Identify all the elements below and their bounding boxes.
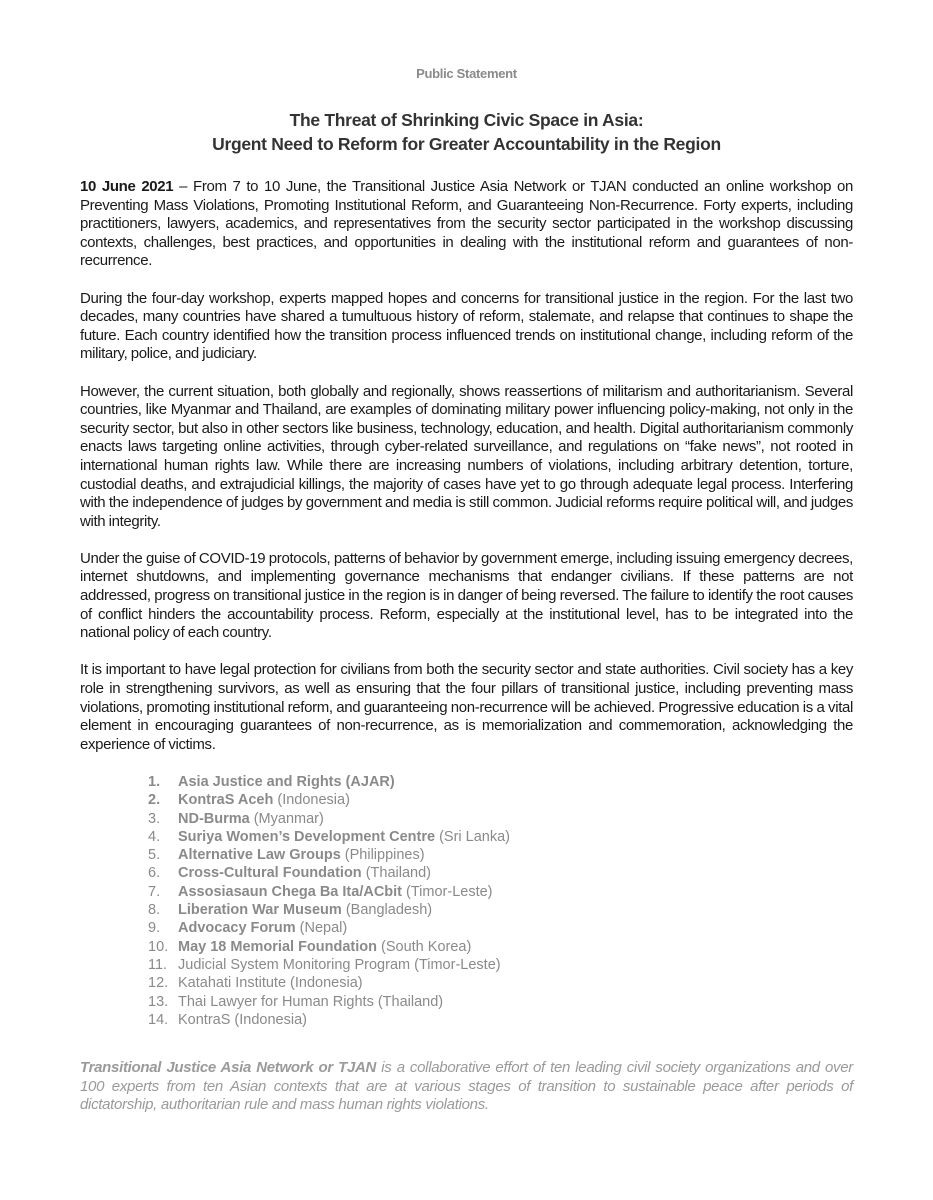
paragraph-3: However, the current situation, both globally and regionally, shows reassertions of militarism and authoritarianism. Several countries, like Myanmar and Thailand, are examples of dominating military power influencing policy-making, not only in the security sector, but also in other sectors like business, technology, education, and health. Digital authoritarianism commonly enacts laws targeting online activities, through cyber-related surveillance, and regulations on “fake news”, not rooted in international human rights law. While there are increasing numbers of violations, including arbitrary detention, torture, custodial deaths, and extrajudicial killings, the majority of cases have yet to go through adequate legal process. Interfering with the independence of judges by government and media is still common. Judicial reforms require political will, and judges with integrity. [80, 382, 853, 530]
signatory-country: (Bangladesh) [341, 902, 433, 919]
signatory-country: (Nepal) [295, 920, 348, 937]
signatory-name: Liberation War Museum [178, 902, 342, 919]
document-title [80, 108, 853, 156]
signatory-number: 5. [148, 847, 161, 864]
signatory-item [148, 993, 853, 1011]
signatory-country: (Thailand) [361, 865, 431, 882]
signatory-number: 4. [148, 828, 161, 845]
paragraph-4: Under the guise of COVID-19 protocols, patterns of behavior by government emerge, including issuing emergency decrees, internet shutdowns, and implementing governance mechanisms that endanger civilians. If these patterns are not addressed, progress on transitional justice in the region is in danger of being reversed. The failure to identify the root causes of conflict hinders the accountability process. Reform, especially at the institutional level, has to be integrated into the national policy of each country. [80, 549, 853, 642]
signatory-item [148, 883, 853, 901]
signatory-country: (Philippines) [340, 847, 425, 864]
title-line-2: Urgent Need to Reform for Greater Accountability in the Region [212, 134, 721, 154]
signatory-country: (South Korea) [377, 938, 472, 955]
signatory-number: 8. [148, 902, 161, 919]
signatory-item [148, 974, 853, 992]
signatory-item [148, 919, 853, 937]
signatory-number: 7. [148, 883, 161, 900]
signatory-item [148, 956, 853, 974]
signatory-name: Advocacy Forum [178, 920, 296, 937]
signatory-name: Judicial System Monitoring Program (Timor-Leste) [178, 956, 501, 973]
signatory-name: May 18 Memorial Foundation [178, 938, 377, 955]
signatory-number: 2. [148, 792, 161, 809]
statement-page [80, 66, 853, 1115]
paragraph-1 [80, 178, 853, 271]
footer-lead: Transitional Justice Asia Network or TJAN [80, 1059, 377, 1077]
signatory-country: (Timor-Leste) [402, 883, 493, 900]
signatory-number: 9. [148, 920, 161, 937]
signatory-number: 10. [148, 938, 169, 955]
signatory-name: Assosiasaun Chega Ba Ita/ACbit [178, 883, 402, 900]
footer-note [80, 1059, 853, 1115]
signatory-number: 1. [148, 774, 161, 790]
paragraph-text: – From 7 to 10 June, the Transitional Justice Asia Network or TJAN conducted an online workshop on Preventing Mass Violations, Promoting Institutional Reform, and Guaranteeing Non-Recurrence. Forty experts, including practitioners, lawyers, academics, and representatives from the security sector participated in the workshop discussing contexts, challenges, best practices, and opportunities in dealing with the institutional reform and guarantees of non-recurrence. [80, 178, 853, 270]
signatory-list [80, 773, 853, 1029]
signatory-name: Suriya Women’s Development Centre [178, 828, 436, 845]
signatory-item [148, 846, 853, 864]
title-line-1: The Threat of Shrinking Civic Space in Asia: [289, 110, 644, 130]
signatory-item [148, 828, 853, 846]
signatory-country: (Myanmar) [249, 810, 324, 827]
footer-text: is a collaborative effort of ten leading civil society organizations and over 100 experts from ten Asian contexts that are at various stages of transition to sustainable peace after periods of dictatorship, authoritarian rule and mass human rights violations. [80, 1059, 853, 1114]
signatory-number: 6. [148, 865, 161, 882]
dateline: 10 June 2021 [80, 178, 174, 195]
signatory-item [148, 901, 853, 919]
signatory-number: 3. [148, 810, 161, 827]
signatory-item [148, 810, 853, 828]
signatory-number: 12. [148, 975, 169, 992]
paragraph-2: During the four-day workshop, experts mapped hopes and concerns for transitional justice in the region. For the last two decades, many countries have shared a tumultuous history of reform, stalemate, and relapse that continues to shape the future. Each country identified how the transition process influenced trends on institutional change, including reform of the military, police, and judiciary. [80, 289, 853, 363]
signatory-name: Cross-Cultural Foundation [178, 865, 362, 882]
signatory-country: (Sri Lanka) [435, 828, 510, 845]
document-kicker: Public Statement [416, 66, 517, 81]
paragraph-5: It is important to have legal protection for civilians from both the security sector and state authorities. Civil society has a key role in strengthening survivors, as well as ensuring that the four pillars of transitional justice, including preventing mass violations, promoting institutional reform, and guaranteeing non-recurrence will be achieved. Progressive education is a vital element in encouraging guarantees of non-recurrence, as is memorialization and commemoration, acknowledging the experience of victims. [80, 661, 853, 753]
signatory-number: 11. [148, 956, 168, 973]
signatory-name: Katahati Institute (Indonesia) [178, 975, 363, 992]
signatory-name: KontraS (Indonesia) [178, 1011, 307, 1028]
signatory-item [148, 864, 853, 882]
signatory-number: 14. [148, 1011, 169, 1028]
signatory-item [148, 1011, 853, 1029]
signatory-name: KontraS Aceh [178, 792, 274, 809]
signatory-name: ND-Burma [178, 810, 250, 827]
signatory-item [148, 791, 853, 809]
signatory-name: Alternative Law Groups [178, 847, 341, 864]
signatory-number: 13. [148, 993, 169, 1010]
signatory-name: Thai Lawyer for Human Rights (Thailand) [178, 993, 444, 1010]
signatory-name: Asia Justice and Rights (AJAR) [178, 774, 395, 790]
signatory-item [148, 773, 853, 791]
signatory-item [148, 938, 853, 956]
signatory-country: (Indonesia) [273, 792, 350, 809]
